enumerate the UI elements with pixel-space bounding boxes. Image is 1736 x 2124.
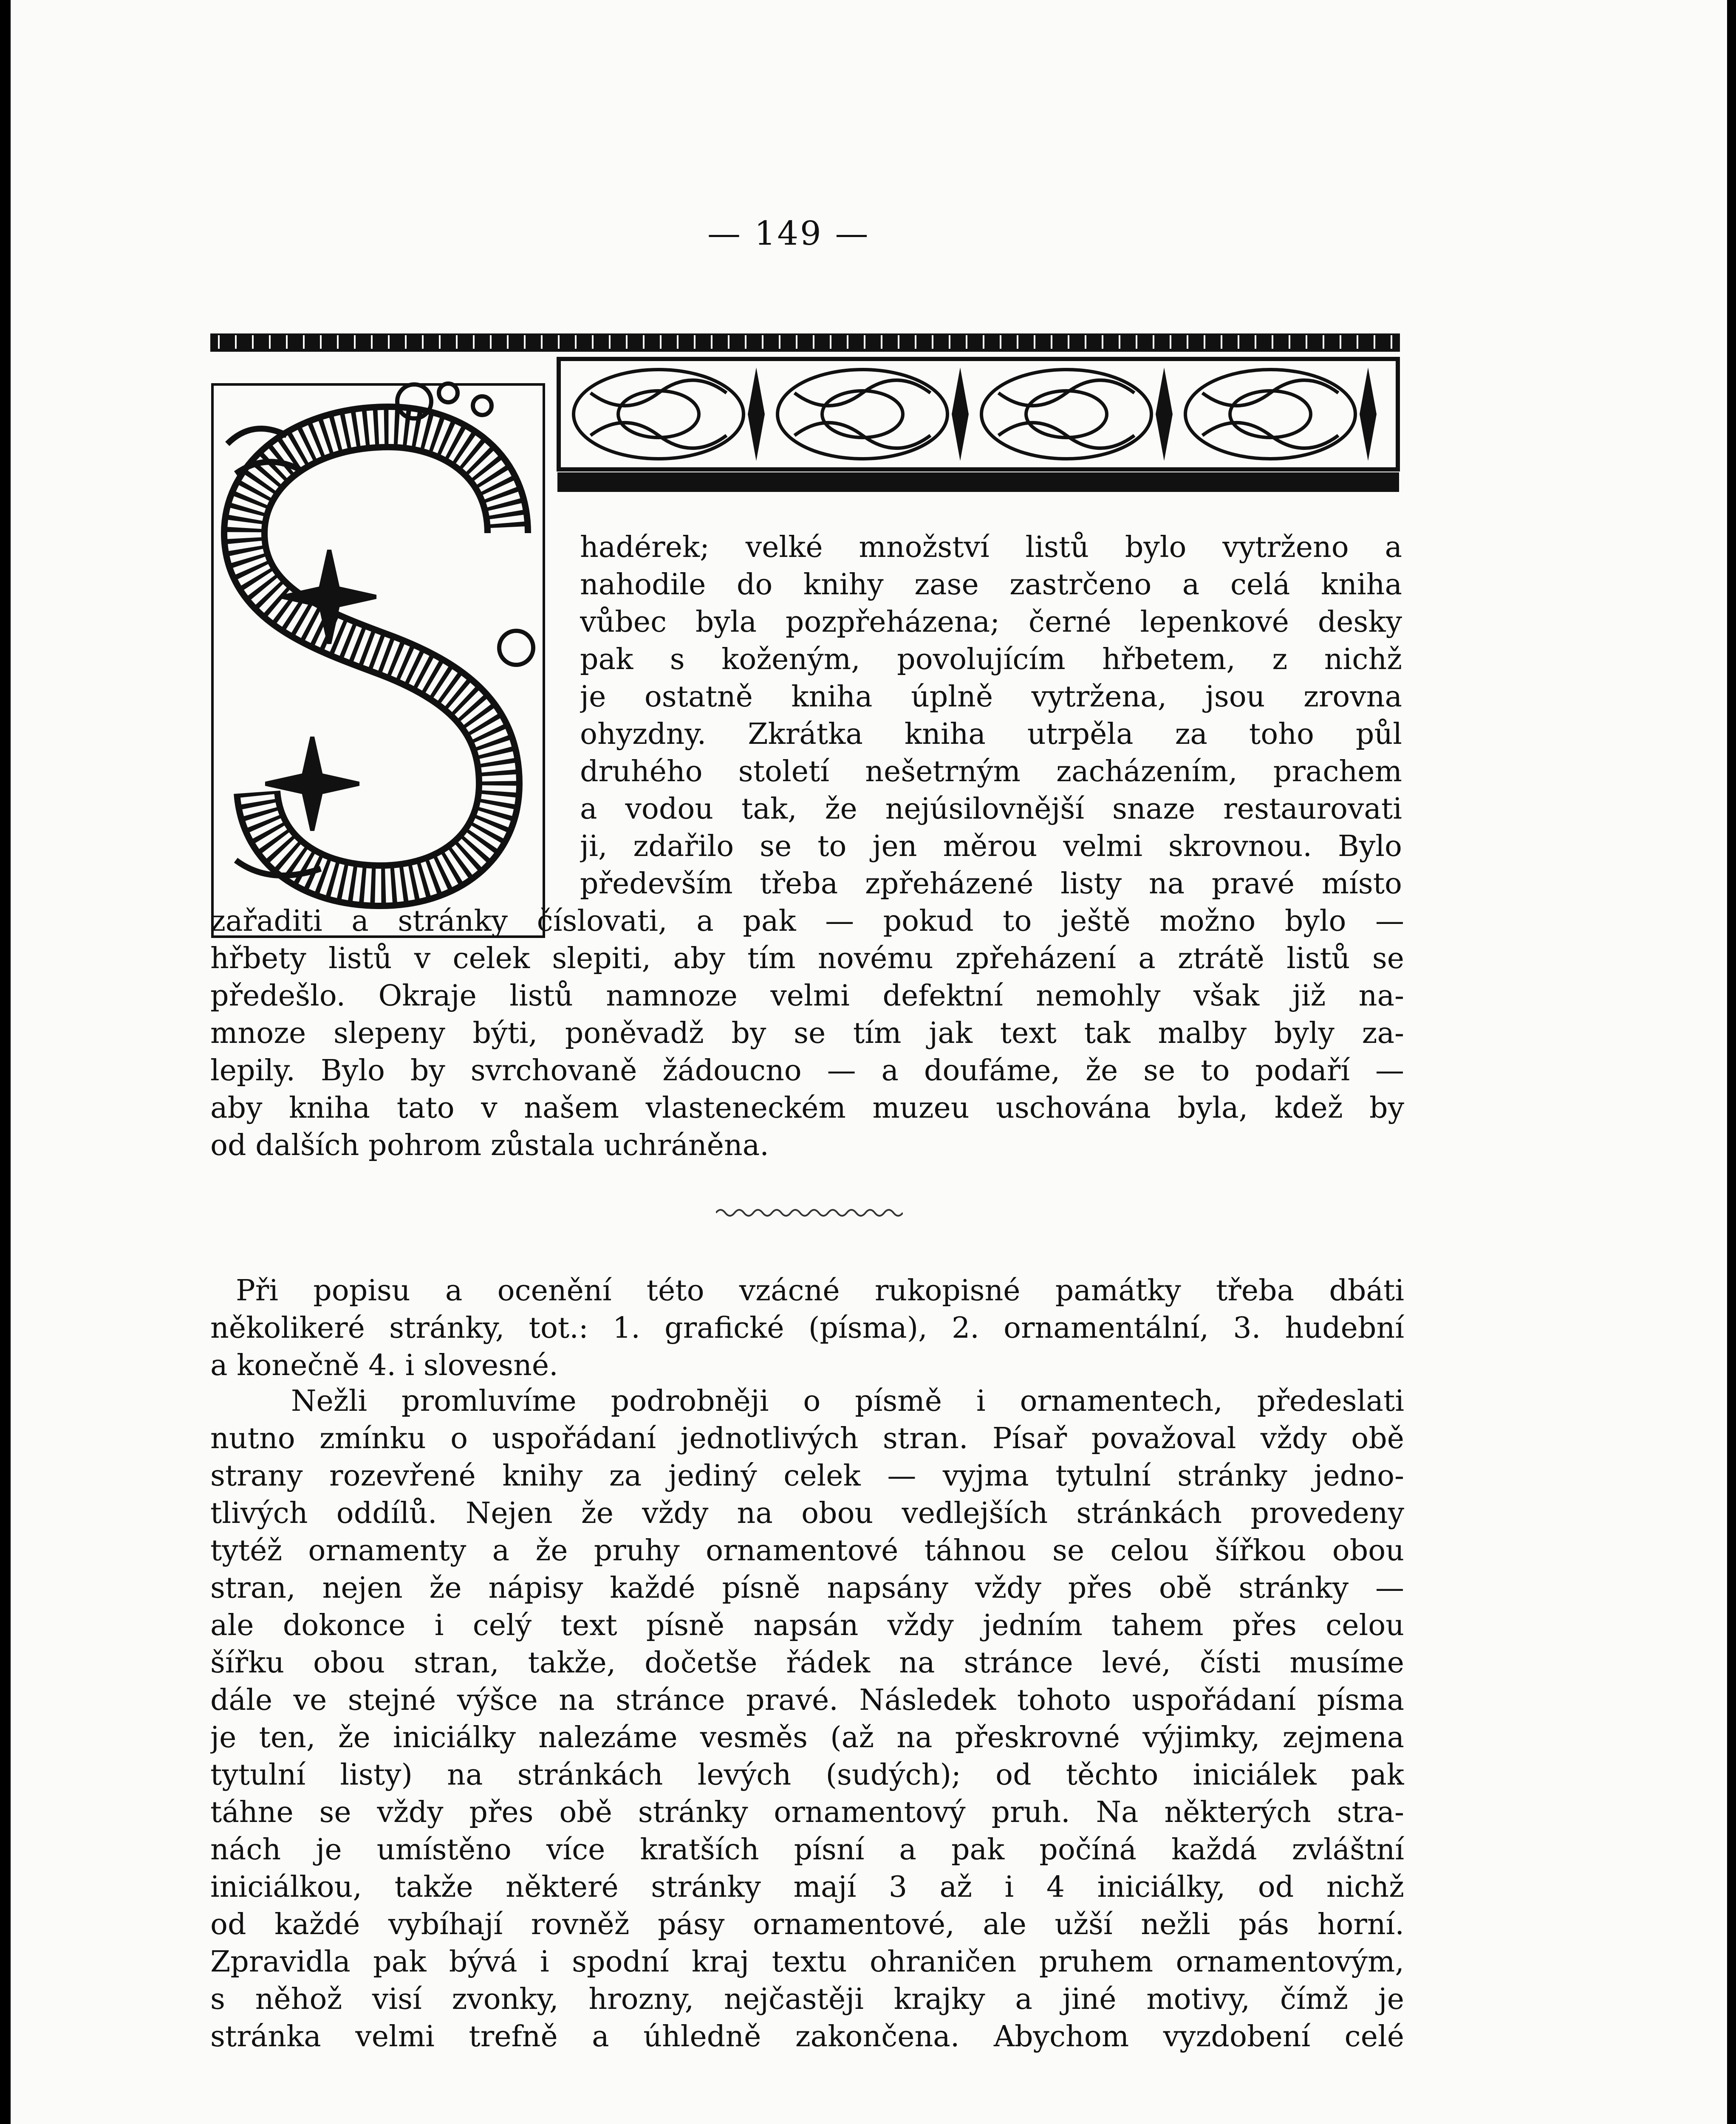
- text-line: dále ve stejné výšce na stránce pravé. Následek tohoto uspořádaní písma: [210, 1683, 1404, 1717]
- text-line: šířku obou stran, takže, dočetše řádek na stránce levé, čísti musíme: [210, 1646, 1404, 1680]
- text-line: předešlo. Okraje listů namnoze velmi defektní nemohly však již na-: [210, 979, 1404, 1013]
- text-line: tytulní listy) na stránkách levých (sudých); od těchto iniciálek pak: [210, 1758, 1404, 1792]
- text-line: zařaditi a stránky číslovati, a pak — pokud to ještě možno bylo —: [210, 904, 1404, 938]
- text-line: několikeré stránky, tot.: 1. grafické (písma), 2. ornamentální, 3. hudební: [210, 1311, 1404, 1345]
- decorated-initial-s: [210, 333, 580, 941]
- text-line: od dalších pohrom zůstala uchráněna.: [210, 1129, 769, 1162]
- text-line: nách je umístěno více kratších písní a pak počíná každá zvláštní: [210, 1833, 1404, 1867]
- text-line: nahodile do knihy zase zastrčeno a celá kniha: [580, 568, 1402, 602]
- text-line: iniciálkou, takže některé stránky mají 3 až i 4 iniciálky, od nichž: [210, 1870, 1404, 1904]
- text-line: od každé vybíhají rovněž pásy ornamentové, ale užší nežli pás horní.: [210, 1908, 1404, 1941]
- paragraph: [210, 1383, 1404, 2056]
- text-line: tlivých oddílů. Nejen že vždy na obou vedlejších stránkách provedeny: [210, 1497, 1404, 1530]
- text-line: druhého století nešetrným zacházením, prachem: [580, 755, 1402, 788]
- text-line: a vodou tak, že nejúsilovnější snaze restaurovati: [580, 792, 1402, 826]
- text-line: je ten, že iniciálky nalezáme vesměs (až na přeskrovné výjimky, zejmena: [210, 1721, 1404, 1754]
- wavy-separator: [716, 1204, 903, 1221]
- text-line: vůbec byla pozpřeházena; černé lepenkové desky: [580, 605, 1402, 639]
- text-line: ohyzdny. Zkrátka kniha utrpěla za toho půl: [580, 717, 1402, 751]
- text-line: Zpravidla pak bývá i spodní kraj textu ohraničen pruhem ornamentovým,: [210, 1945, 1404, 1979]
- paragraph-full: [210, 903, 1404, 1164]
- paragraph: [210, 1272, 1404, 1384]
- text-line: a konečně 4. i slovesné.: [210, 1349, 558, 1382]
- text-line: Při popisu a ocenění této vzácné rukopisné památky třeba dbáti: [236, 1274, 1404, 1308]
- paragraph-wrapped: [580, 529, 1402, 903]
- text-line: tytéž ornamenty a že pruhy ornamentové táhnou se celou šířkou obou: [210, 1534, 1404, 1568]
- text-line: pak s koženým, povolujícím hřbetem, z nichž: [580, 643, 1402, 676]
- text-line: hřbety listů v celek slepiti, aby tím novému zpřeházení a ztrátě listů se: [210, 942, 1404, 975]
- text-line: táhne se vždy přes obě stránky ornamentový pruh. Na některých stra-: [210, 1796, 1404, 1829]
- text-line: Nežli promluvíme podrobněji o písmě i ornamentech, předeslati: [291, 1384, 1404, 1418]
- text-line: strany rozevřené knihy za jediný celek — vyjma tytulní stránky jedno-: [210, 1459, 1404, 1493]
- page-number: — 149 —: [707, 215, 870, 253]
- text-line: ji, zdařilo se to jen měrou velmi skrovnou. Bylo: [580, 830, 1402, 863]
- text-line: stránka velmi trefně a úhledně zakončena. Abychom vyzdobení celé: [210, 2020, 1404, 2053]
- text-line: především třeba zpřeházené listy na pravé místo: [580, 867, 1402, 901]
- text-line: hadérek; velké množství listů bylo vytrženo a: [580, 531, 1402, 564]
- text-line: aby kniha tato v našem vlasteneckém muzeu uschována byla, kdež by: [210, 1091, 1404, 1125]
- book-page: [11, 0, 1727, 2124]
- text-line: mnoze slepeny býti, poněvadž by se tím jak text tak malby byly za-: [210, 1017, 1404, 1050]
- text-line: nutno zmínku o uspořádaní jednotlivých stran. Písař považoval vždy obě: [210, 1422, 1404, 1455]
- text-line: stran, nejen že nápisy každé písně napsány vždy přes obě stránky —: [210, 1571, 1404, 1605]
- text-line: ale dokonce i celý text písně napsán vždy jedním tahem přes celou: [210, 1609, 1404, 1642]
- text-line: lepily. Bylo by svrchovaně žádoucno — a doufáme, že se to podaří —: [210, 1054, 1404, 1087]
- text-line: s něhož visí zvonky, hrozny, nejčastěji krajky a jiné motivy, čímž je: [210, 1983, 1404, 2016]
- text-line: je ostatně kniha úplně vytržena, jsou zrovna: [580, 680, 1402, 714]
